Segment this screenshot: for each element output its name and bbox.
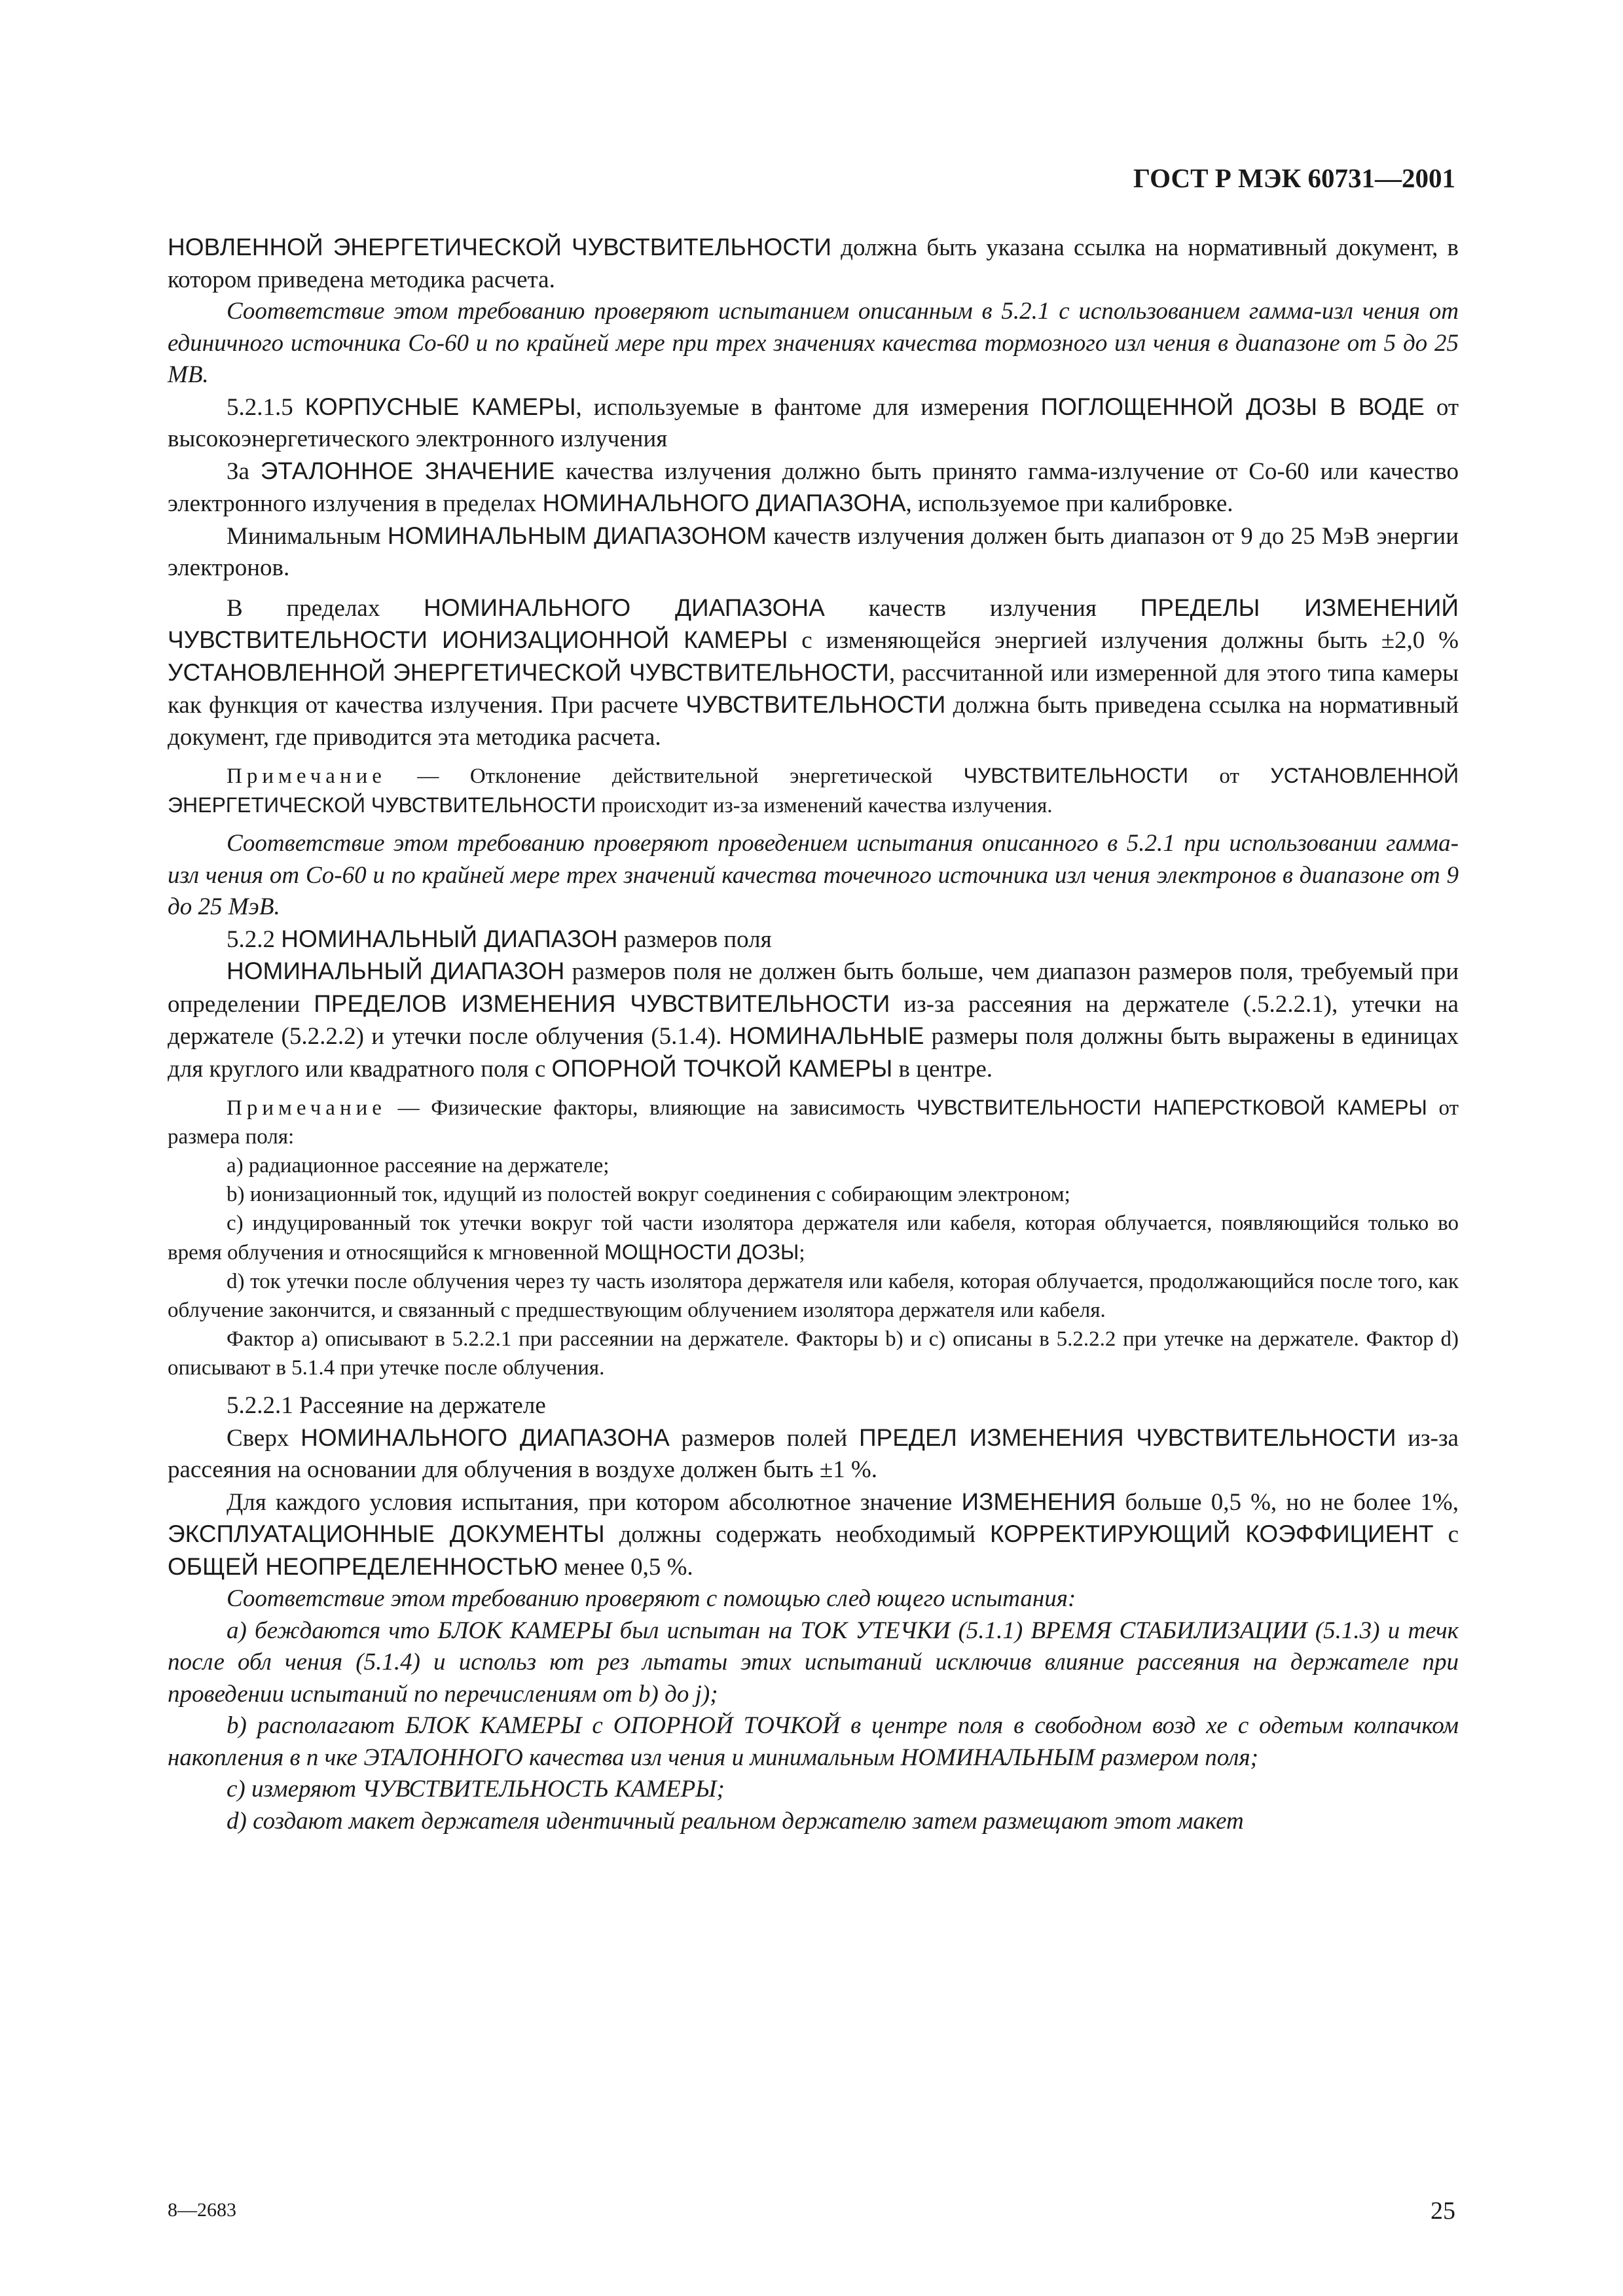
document-body [168, 232, 1459, 1837]
document-header: ГОСТ Р МЭК 60731—2001 [1133, 163, 1455, 193]
paragraph: За ЭТАЛОННОЕ ЗНАЧЕНИЕ качества излучения должно быть принято гамма-излучение от Со-60 или качество электронного излучения в пределах НОМИНАЛЬНОГО ДИАПАЗОНА, используемое при калибровке. [168, 457, 1459, 517]
paragraph: Сверх НОМИНАЛЬНОГО ДИАПАЗОНА размеров полей ПРЕДЕЛ ИЗМЕНЕНИЯ ЧУВСТВИТЕЛЬНОСТИ из-за рассеяния на основании для облучения в воздухе должен быть ±1 %. [168, 1424, 1459, 1483]
note-list-item: c) индуцированный ток утечки вокруг той части изолятора держателя или кабеля, которая облучается, появляющийся только во время облучения и относящийся к мгновенной МОЩНОСТИ ДОЗЫ; [168, 1211, 1459, 1265]
paragraph: Минимальным НОМИНАЛЬНЫМ ДИАПАЗОНОМ качеств излучения должен быть диапазон от 9 до 25 МэВ энергии электронов. [168, 522, 1459, 581]
note-paragraph: Фактор a) описывают в 5.2.2.1 при рассеянии на держателе. Факторы b) и c) описаны в 5.2.2.2 при утечке на держателе. Фактор d) описывают в 5.1.4 при утечке после облучения. [168, 1327, 1459, 1380]
note-label: Примечание [227, 764, 386, 788]
note-list-item: b) ионизационный ток, идущий из полостей вокруг соединения с собирающим электроном; [227, 1183, 1070, 1206]
compliance-paragraph: Соответствие этом требованию проверяют испытанием описанным в 5.2.1 с использованием гамма-изл чения от единичного источника Со-60 и по крайней мере при трех значениях качества тормозного изл чения в диапазоне от 5 до 25 МВ. [168, 298, 1459, 388]
paragraph: НОМИНАЛЬНЫЙ ДИАПАЗОН размеров поля не должен быть больше, чем диапазон размеров поля, требуемый при определении ПРЕДЕЛОВ ИЗМЕНЕНИЯ ЧУВСТВИТЕЛЬНОСТИ из-за рассеяния на держателе (.5.2.2.1), утечки на держателе (5.2.2.2) и утечки после облучения (5.1.4). НОМИНАЛЬНЫЕ размеры поля должны быть выражены в единицах для круглого или квадратного поля с ОПОРНОЙ ТОЧКОЙ КАМЕРЫ в центре. [168, 958, 1459, 1083]
note-list-item: a) радиационное рассеяние на держателе; [227, 1154, 610, 1177]
note-label: Примечание [227, 1096, 386, 1120]
compliance-paragraph: Соответствие этом требованию проверяют с помощью след ющего испытания: [227, 1585, 1076, 1612]
note: Примечание — Физические факторы, влияющие на зависимость ЧУВСТВИТЕЛЬНОСТИ НАПЕРСТКОВОЙ КАМЕРЫ от размера поля: [168, 1096, 1459, 1149]
compliance-paragraph: Соответствие этом требованию проверяют проведением испытания описанного в 5.2.1 при использовании гамма-изл чения от Со-60 и по крайней мере трех значений качества точечного источника изл чения электронов в диапазоне от 9 до 25 МэВ. [168, 830, 1459, 920]
note-list-item: d) ток утечки после облучения через ту часть изолятора держателя или кабеля, которая облучается, продолжающийся после того, как облучение закончится, и связанный с предшествующим облучением изолятора держателя или кабеля. [168, 1270, 1459, 1322]
paragraph: НОВЛЕННОЙ ЭНЕРГЕТИЧЕСКОЙ ЧУВСТВИТЕЛЬНОСТИ должна быть указана ссылка на нормативный документ, в котором приведена методика расчета. [168, 234, 1459, 293]
section-heading: 5.2.2.1 Рассеяние на держателе [227, 1392, 546, 1419]
paragraph: В пределах НОМИНАЛЬНОГО ДИАПАЗОНА качеств излучения ПРЕДЕЛЫ ИЗМЕНЕНИЙ ЧУВСТВИТЕЛЬНОСТИ ИОНИЗАЦИОННОЙ КАМЕРЫ с изменяющейся энергией излучения должны быть ±2,0 % УСТАНОВЛЕННОЙ ЭНЕРГЕТИЧЕСКОЙ ЧУВСТВИТЕЛЬНОСТИ, рассчитанной или измеренной для этого типа камеры как функция от качества излучения. При расчете ЧУВСТВИТЕЛЬНОСТИ должна быть приведена ссылка на нормативный документ, где приводится эта методика расчета. [168, 594, 1459, 751]
procedure-step: a) беждаются что БЛОК КАМЕРЫ был испытан на ТОК УТЕЧКИ (5.1.1) ВРЕМЯ СТАБИЛИЗАЦИИ (5.1.3) и течк после обл чения (5.1.4) и использ ют рез льтаты этих испытаний исключив влияние рассеяния на держателе при проведении испытаний по перечислениям от b) до j); [168, 1617, 1459, 1708]
paragraph: 5.2.1.5 КОРПУСНЫЕ КАМЕРЫ, используемые в фантоме для измерения ПОГЛОЩЕННОЙ ДОЗЫ В ВОДЕ от высокоэнергетического электронного излучения [168, 393, 1459, 452]
page-number: 25 [1431, 2197, 1455, 2225]
paragraph: Для каждого условия испытания, при котором абсолютное значение ИЗМЕНЕНИЯ больше 0,5 %, но не более 1%, ЭКСПЛУАТАЦИОННЫЕ ДОКУМЕНТЫ должны содержать необходимый КОРРЕКТИРУЮЩИЙ КОЭФФИЦИЕНТ с ОБЩЕЙ НЕОПРЕДЕЛЕННОСТЬЮ менее 0,5 %. [168, 1488, 1459, 1581]
footer-print-code: 8—2683 [168, 2199, 236, 2221]
procedure-step: d) создают макет держателя идентичный реальном держателю затем размещают этот макет [227, 1807, 1244, 1835]
procedure-step: b) располагают БЛОК КАМЕРЫ с ОПОРНОЙ ТОЧКОЙ в центре поля в свободном возд хе с одетым колпачком накопления в п чке ЭТАЛОННОГО качества изл чения и минимальным НОМИНАЛЬНЫМ размером поля; [168, 1712, 1459, 1771]
section-heading: 5.2.2 НОМИНАЛЬНЫЙ ДИАПАЗОН размеров поля [227, 925, 772, 953]
note: Примечание — Отклонение действительной энергетической ЧУВСТВИТЕЛЬНОСТИ от УСТАНОВЛЕННОЙ ЭНЕРГЕТИЧЕСКОЙ ЧУВСТВИТЕЛЬНОСТИ происходит из-за изменений качества излучения. [168, 764, 1459, 817]
procedure-step: c) измеряют ЧУВСТВИТЕЛЬНОСТЬ КАМЕРЫ; [227, 1776, 725, 1803]
